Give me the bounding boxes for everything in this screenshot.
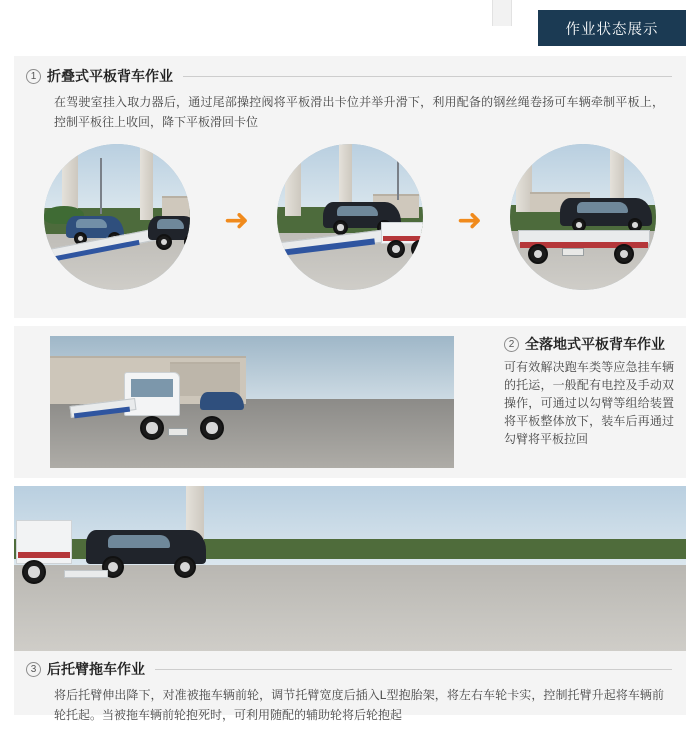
section1-description: 在驾驶室挂入取力器后，通过尾部操控阀将平板滑出卡位并举升滑下，利用配备的钢丝绳卷扬可车辆牵制平板上，控制平板往上收回，降下平板滑回卡位 (54, 95, 664, 129)
section3-title-rule (155, 669, 672, 670)
section2-title-row (504, 334, 674, 358)
page-notch-decoration (492, 0, 512, 26)
section1-title-row (14, 56, 686, 90)
section1-number-badge: 1 (26, 69, 41, 84)
section-rear-lift-tow (14, 486, 686, 722)
arrow-step-1-to-2: ➜ (224, 203, 250, 238)
section2-description: 可有效解决跑车类等应急挂车辆的托运，一般配有电控及手动双操作，可通过以勾臂等组给装置将平板整体放下，装车后再通过勾臂将平板拉回 (504, 360, 674, 446)
section2-text-block (504, 334, 674, 448)
image-rear-lift-tow-photo-3 (464, 486, 686, 651)
section-folding-flatbed (14, 56, 686, 318)
section2-title: 全落地式平板背车作业 (525, 336, 665, 352)
section3-title: 后托臂拖车作业 (47, 661, 145, 677)
section3-image-row (14, 486, 686, 651)
image-full-landing-flatbed-right (258, 336, 454, 468)
section3-number-badge: 3 (26, 662, 41, 677)
section2-image-row (50, 336, 454, 468)
page-header-title: 作业状态展示 (565, 21, 659, 38)
image-folding-flatbed-step-2 (277, 144, 423, 290)
image-folding-flatbed-step-3 (510, 144, 656, 290)
section3-title-row (14, 651, 686, 683)
arrow-step-2-to-3: ➜ (457, 203, 483, 238)
section1-image-row (14, 144, 686, 290)
section1-title-rule (183, 76, 672, 77)
section2-number-badge: 2 (504, 337, 519, 352)
image-folding-flatbed-step-1 (44, 144, 190, 290)
section-full-landing-flatbed (14, 326, 686, 478)
section1-title: 折叠式平板背车作业 (47, 68, 173, 84)
page-header-banner (538, 10, 686, 46)
section3-description: 将后托臂伸出降下，对准被拖车辆前轮，调节托臂宽度后插入L型抱胎架，将左右车轮卡实，控制托臂升起将车辆前轮托起。当被拖车辆前轮抱死时，可利用随配的辅助轮将后轮抱起 (54, 688, 664, 722)
